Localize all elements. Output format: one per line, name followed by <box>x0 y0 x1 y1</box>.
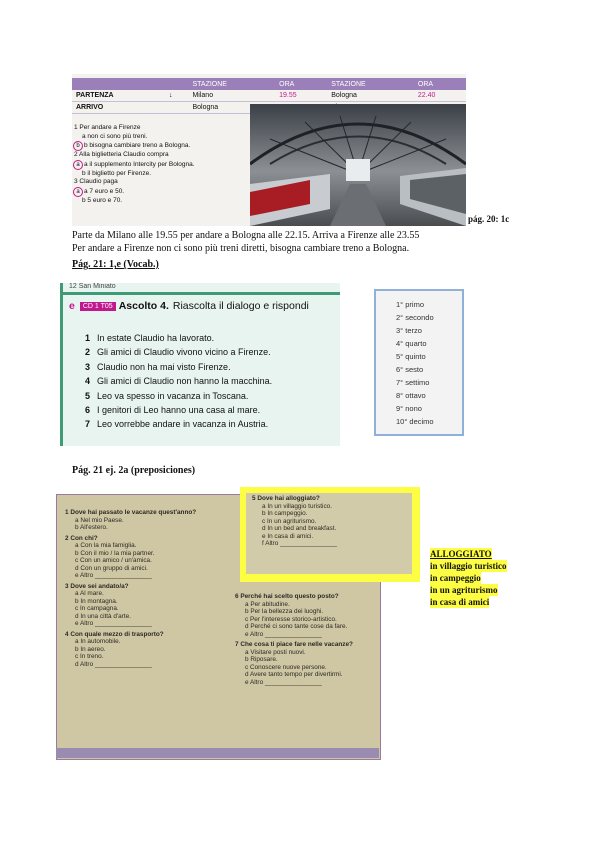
timetable-header: ORA <box>275 78 327 90</box>
question-option: a Nel mio Paese. <box>75 516 124 524</box>
answer-line: Parte da Milano alle 19.55 per andare a Bologna alle 22.15. Arriva a Firenze alle 23.55 <box>72 230 420 241</box>
section-heading: Pág. 21: 1,e (Vocab.) <box>72 259 159 270</box>
question: 2 Alla biglietteria Claudio compra <box>74 151 169 159</box>
list-item: 10° decimo <box>396 417 434 426</box>
questionnaire-left-column <box>65 509 233 668</box>
list-item: 7 Leo vorrebbe andare in vacanza in Austria. <box>85 419 269 430</box>
list-item: 8° ottavo <box>396 391 426 400</box>
circled-answer: a <box>73 160 83 170</box>
list-item: 6° sesto <box>396 365 424 374</box>
question: 3 Claudio paga <box>74 178 118 186</box>
circled-answer: a <box>73 187 83 197</box>
question-option: a Per abitudine. <box>245 600 290 608</box>
statement-list <box>85 331 272 432</box>
comprehension-questions <box>74 124 252 206</box>
question: 2 Con chi? <box>65 534 98 542</box>
list-item: 2 Gli amici di Claudio vivono vicino a Firenze. <box>85 347 271 358</box>
timetable-header: STAZIONE <box>327 78 414 90</box>
highlighted-question-box <box>240 487 420 582</box>
question-option: a Al mare. <box>75 590 104 597</box>
alloggiato-note <box>430 548 507 608</box>
question-option: a In un villaggio turistico. <box>262 502 332 510</box>
answer-text <box>72 229 512 255</box>
question-option: a Con la mia famiglia. <box>75 542 137 549</box>
question-option: d Avere tanto tempo per divertirmi. <box>245 671 343 678</box>
question-option: d In un bed and breakfast. <box>262 525 337 532</box>
question-option: b 5 euro e 70. <box>82 196 123 204</box>
arrow-cell: ↓ <box>165 90 188 102</box>
list-item: 4° quarto <box>396 339 427 348</box>
question-option: d In una città d'arte. <box>75 612 131 620</box>
question-option: e Altro ________________ <box>245 678 322 686</box>
row-label: ARRIVO <box>72 102 165 114</box>
question-option: e In casa di amici. <box>262 532 314 540</box>
question-option: c In treno. <box>75 653 104 660</box>
list-item: 1 In estate Claudio ha lavorato. <box>85 333 215 343</box>
list-item: 6 I genitori di Leo hanno una casa al mare. <box>85 405 261 416</box>
question-option: c Conoscere nuove persone. <box>245 663 327 671</box>
question-option: c In un agriturismo. <box>262 517 317 525</box>
question: 6 Perché hai scelto questo posto? <box>235 593 339 600</box>
row-label: PARTENZA <box>72 90 165 102</box>
question-option: a In automobile. <box>75 638 121 645</box>
question-option: b b bisogna cambiare treno a Bologna. <box>74 141 252 151</box>
ascolto-exercise <box>60 283 340 446</box>
cd-icon: CD 1 T05 <box>80 302 116 311</box>
exercise-header <box>69 300 309 312</box>
question-option: f Altro ________________ <box>262 540 337 547</box>
timetable-header <box>165 78 188 90</box>
timetable-header: ORA <box>414 78 466 90</box>
section-heading: Pág. 21 ej. 2a (preposiciones) <box>72 465 196 476</box>
question-option: d Con un gruppo di amici. <box>75 564 148 572</box>
question: 3 Dove sei andato/a? <box>65 582 129 590</box>
timetable-row <box>72 90 466 102</box>
question: 1 Dove hai passato le vacanze quest'anno? <box>65 509 197 516</box>
ordinal-numbers-box <box>374 289 464 436</box>
list-item: 1° primo <box>396 300 425 309</box>
station-cell: Bologna <box>327 90 414 102</box>
question: 1 Per andare a Firenze <box>74 124 141 131</box>
question-option: b In aereo. <box>75 645 106 653</box>
time-cell: 19.55 <box>275 90 327 102</box>
scan-border <box>56 748 379 758</box>
list-item: 5° quinto <box>396 352 426 361</box>
textbook-excerpt-page-20 <box>72 74 466 226</box>
timetable-header <box>72 78 165 90</box>
question-option: a a il supplemento Intercity per Bologna. <box>74 160 252 170</box>
circled-answer: b <box>73 141 83 151</box>
question-option: a a 7 euro e 50. <box>74 187 252 197</box>
question: 4 Con quale mezzo di trasporto? <box>65 630 164 638</box>
note-line: in casa di amici <box>430 597 490 607</box>
list-item: 3° terzo <box>396 326 422 335</box>
question-option: a Visitare posti nuovi. <box>245 648 306 656</box>
question: 5 Dove hai alloggiato? <box>252 495 320 502</box>
note-line: in un agriturismo <box>430 585 498 595</box>
station-cell: Milano <box>188 90 275 102</box>
cut-off-line: 12 San Miniato <box>69 283 116 290</box>
station-cell: Bologna <box>188 102 275 114</box>
question: 7 Che cosa ti piace fare nelle vacanze? <box>235 641 353 648</box>
question-option: c In campagna. <box>75 605 119 612</box>
question-option: b In campeggio. <box>262 510 308 517</box>
question-option: b In montagna. <box>75 597 118 605</box>
question-option: d Perché ci sono tante cose da fare. <box>245 623 348 630</box>
note-line: in campeggio <box>430 573 481 583</box>
list-item: 2° secondo <box>396 313 434 322</box>
question-option: b All'estero. <box>75 524 108 531</box>
questionnaire-right-column <box>235 593 375 686</box>
time-cell: 22.40 <box>414 90 466 102</box>
question-option: a non ci sono più treni. <box>82 132 148 140</box>
question-option: e Altro ________________ <box>75 620 152 627</box>
question-option: c Con un amico / un'amica. <box>75 557 152 564</box>
question-option: d Altro ________________ <box>75 660 152 668</box>
answer-line: Per andare a Firenze non ci sono più treni diretti, bisogna cambiare treno a Bologna. <box>72 243 410 254</box>
timetable-header: STAZIONE <box>188 78 275 90</box>
divider <box>63 292 340 295</box>
question-option: b Con il mio / la mia partner. <box>75 549 155 557</box>
page-reference: pág. 20: 1c <box>468 214 510 224</box>
ordinal-list <box>396 298 434 428</box>
question-option: b Riposare. <box>245 656 278 663</box>
list-item: 3 Claudio non ha mai visto Firenze. <box>85 361 231 372</box>
question-option: b Per la bellezza dei luoghi. <box>245 608 324 615</box>
exercise-title: Ascolto 4. <box>118 300 169 312</box>
exercise-instruction: Riascolta il dialogo e rispondi <box>172 300 309 312</box>
list-item: 7° settimo <box>396 378 430 387</box>
list-item: 4 Gli amici di Claudio non hanno la macchina. <box>85 376 273 387</box>
question-option: b il biglietto per Firenze. <box>82 169 152 177</box>
question-option: c Per l'interesse storico-artistico. <box>245 615 337 623</box>
question-option: e Altro ________________ <box>75 572 152 579</box>
note-line: in villaggio turistico <box>430 561 507 571</box>
list-item: 5 Leo va spesso in vacanza in Toscana. <box>85 390 249 401</box>
question-option: e Altro ________________ <box>245 630 322 638</box>
note-heading: ALLOGGIATO <box>430 549 492 559</box>
exercise-letter: e <box>69 300 75 312</box>
train-station-photo <box>250 104 466 226</box>
list-item: 9° nono <box>396 404 422 413</box>
